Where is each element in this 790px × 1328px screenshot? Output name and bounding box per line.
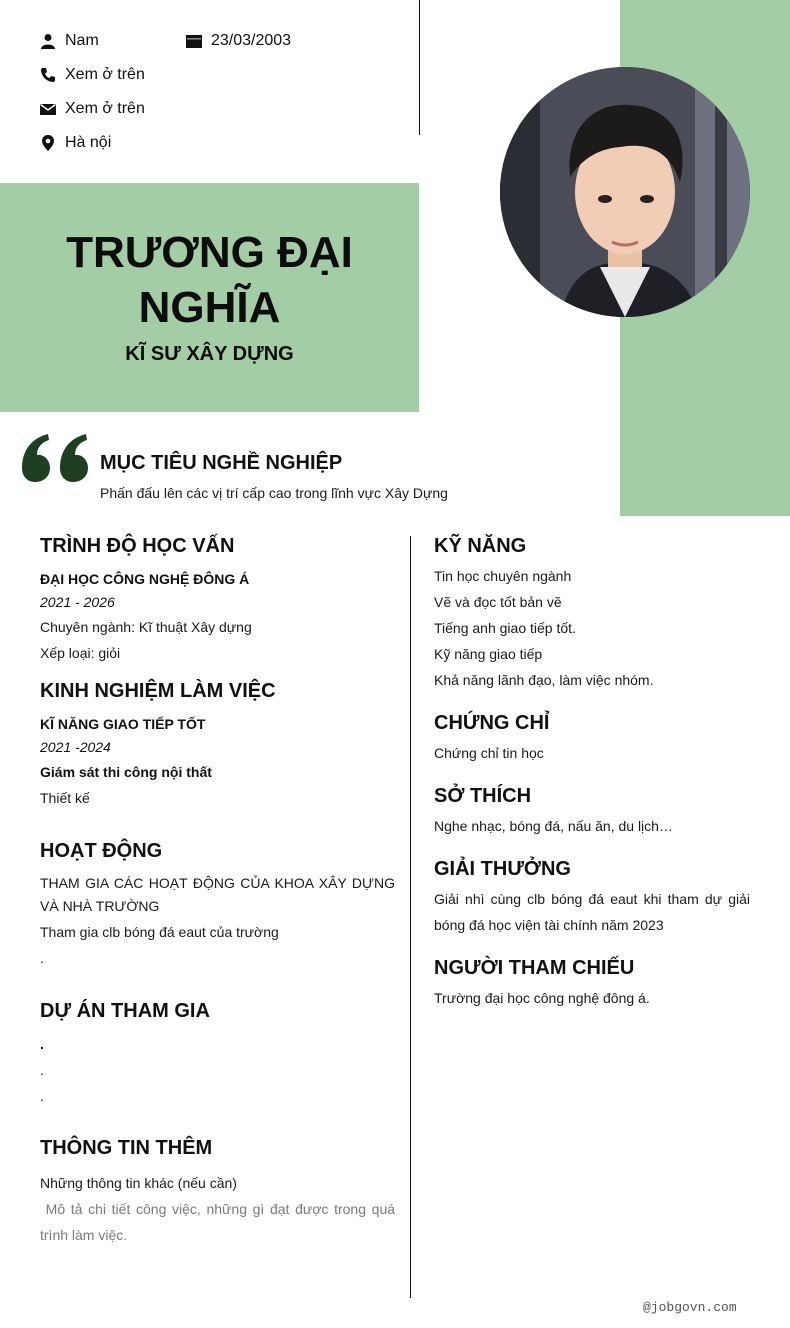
contact-gender [40,32,99,50]
projects-item-3: . [40,1088,44,1104]
column-divider [410,536,411,1298]
contact-phone [40,66,145,84]
certificate-item: Chứng chỉ tin học [434,745,544,761]
skill-item: Tiếng anh giao tiếp tốt. [434,620,576,636]
awards-item: Giải nhì cùng clb bóng đá eaut khi tham dự giải bóng đá học viện tài chính năm 2023 [434,891,750,933]
job-title: KĨ SƯ XÂY DỰNG [125,343,294,365]
certificates-heading: CHỨNG CHỈ [434,712,550,734]
divider-top [419,0,420,135]
extra-heading: THÔNG TIN THÊM [40,1137,213,1159]
activities-item-2: Tham gia clb bóng đá eaut của trường [40,924,279,940]
projects-item-2: . [40,1062,44,1078]
dob-text: 23/03/2003 [211,32,292,49]
experience-role: KĨ NĂNG GIAO TIẾP TỐT [40,716,206,732]
education-period: 2021 - 2026 [40,594,115,610]
education-grade: Xếp loại: giỏi [40,645,121,661]
extra-line-1: Những thông tin khác (nếu cần) [40,1175,237,1191]
education-major: Chuyên ngành: Kĩ thuật Xây dựng [40,619,252,635]
skill-item: Tin học chuyên ngành [434,568,572,584]
education-heading: TRÌNH ĐỘ HỌC VẤN [40,535,235,557]
experience-period: 2021 -2024 [40,739,111,755]
projects-item-1: . [40,1036,44,1052]
name-line-1: TRƯƠNG ĐẠI [66,228,353,277]
hobbies-heading: SỞ THÍCH [434,785,532,807]
activities-item-3: . [40,950,44,966]
watermark: @jobgovn.com [643,1300,737,1315]
experience-position: Giám sát thi công nội thất [40,764,212,780]
projects-heading: DỰ ÁN THAM GIA [40,1000,210,1022]
extra-line-2: Mô tả chi tiết công việc, những gì đạt được trong quá trình làm việc. [40,1201,399,1243]
experience-heading: KINH NGHIỆM LÀM VIỆC [40,680,276,702]
skills-heading: KỸ NĂNG [434,535,527,557]
profile-photo [500,67,750,317]
skill-item: Khả năng lãnh đạo, làm việc nhóm. [434,672,654,688]
email-text: Xem ở trên [65,100,145,117]
contact-email [40,100,145,118]
phone-text: Xem ở trên [65,66,145,83]
quote-icon [20,432,92,484]
location-pin-icon [40,135,56,151]
activities-heading: HOẠT ĐỘNG [40,840,163,862]
calendar-icon [186,33,202,49]
full-name [0,225,419,335]
skill-item: Vẽ và đọc tốt bản vẽ [434,594,562,610]
contact-address [40,134,111,152]
contact-dob [186,32,291,50]
hobbies-item: Nghe nhạc, bóng đá, nấu ăn, du lịch… [434,818,673,834]
activities-item-1: THAM GIA CÁC HOẠT ĐỘNG CỦA KHOA XÂY DỰNG VÀ NHÀ TRƯỜNG [40,875,395,914]
objective-heading: MỤC TIÊU NGHỀ NGHIỆP [100,452,343,474]
phone-icon [40,67,56,83]
experience-detail: Thiết kế [40,790,90,806]
name-banner [0,183,419,412]
objective-text: Phấn đấu lên các vị trí cấp cao trong lĩnh vực Xây Dựng [100,485,448,501]
name-line-2: NGHĨA [138,283,281,332]
person-icon [40,33,56,49]
gender-text: Nam [65,32,99,49]
skill-item: Kỹ năng giao tiếp [434,646,543,662]
awards-heading: GIẢI THƯỞNG [434,858,571,880]
references-item: Trường đại học công nghệ đông á. [434,990,650,1006]
address-text: Hà nội [65,134,112,151]
references-heading: NGƯỜI THAM CHIẾU [434,957,635,979]
education-school: ĐẠI HỌC CÔNG NGHỆ ĐÔNG Á [40,571,250,587]
email-icon [40,101,56,117]
